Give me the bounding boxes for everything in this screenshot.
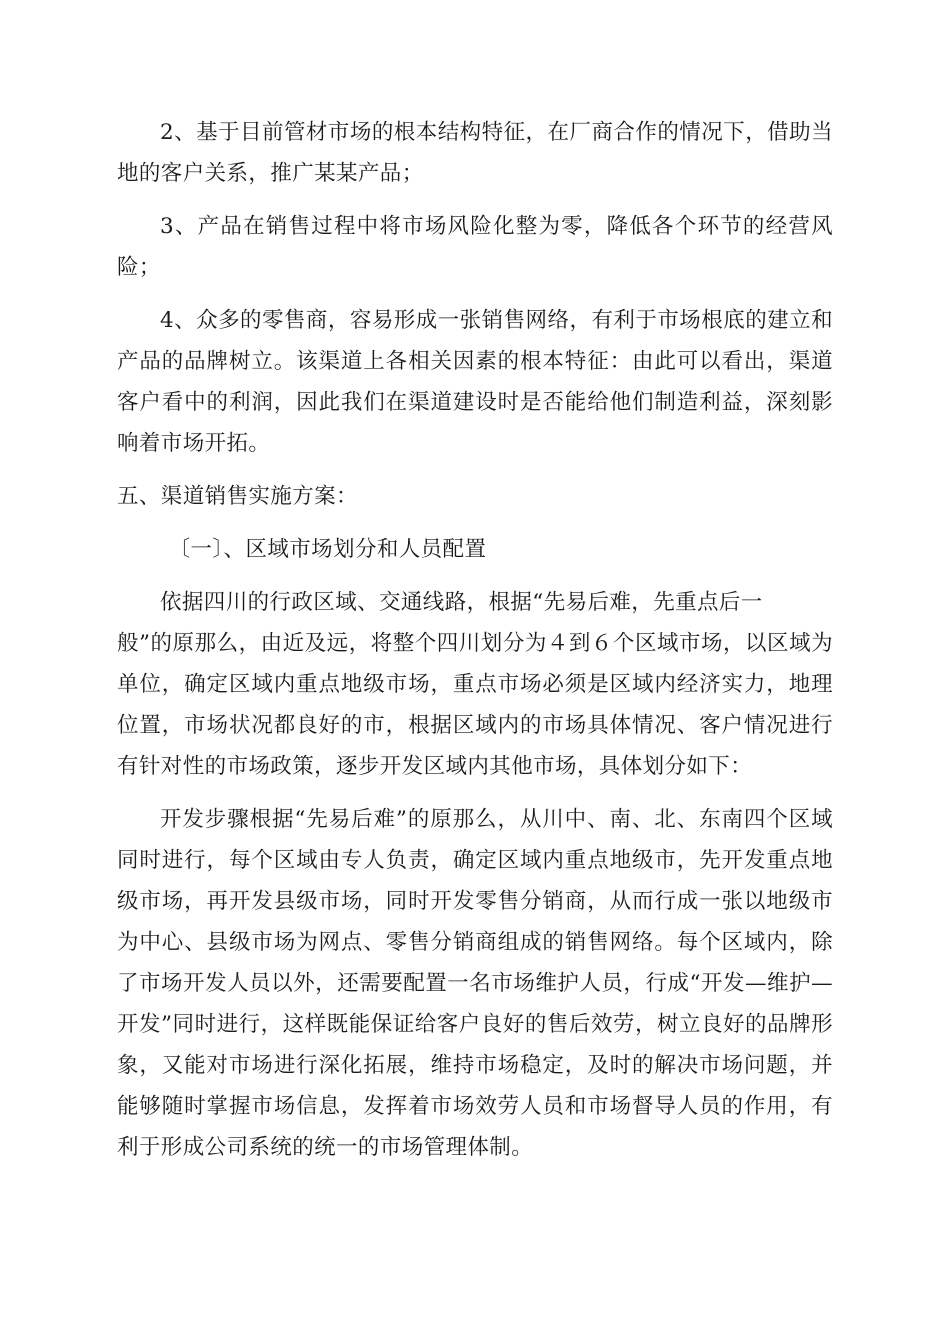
paragraph-point-3: 3、产品在销售过程中将市场风险化整为零，降低各个环节的经营风险； (117, 214, 833, 280)
subsection-heading-one: 〔一〕、区域市场划分和人员配置 (168, 537, 487, 562)
section-heading-five: 五、渠道销售实施方案： (117, 484, 358, 509)
document-body (117, 112, 833, 1180)
paragraph-region-division-line1: 依据四川的行政区域、交通线路，根据“先易后难，先重点后一 (160, 590, 763, 615)
paragraph-development-steps: 开发步骤根据“先易后难”的原那么，从川中、南、北、东南四个区域同时进行，每个区域由专人负责，确定区域内重点地级市，先开发重点地级市场，再开发县级市场，同时开发零售分销商，从而行成一张以地级市为中心、县级市场为网点、零售分销商组成的销售网络。每个区域内，除了市场开发人员以外，还需要配置一名市场维护人员，行成“开发—维护—开发”同时进行，这样既能保证给客户良好的售后效劳，树立良好的品牌形象，又能对市场进行深化拓展，维持市场稳定，及时的解决市场问题，并能够随时掌握市场信息，发挥着市场效劳人员和市场督导人员的作用，有利于形成公司系统的统一的市场管理体制。 (117, 807, 833, 1160)
paragraph-point-2: 2、基于目前管材市场的根本结构特征，在厂商合作的情况下，借助当地的客户关系，推广某某产品； (117, 120, 833, 186)
paragraph-region-division-rest: 般”的原那么，由近及远，将整个四川划分为４到６个区域市场，以区域为单位，确定区域内重点地级市场，重点市场必须是区域内经济实力，地理位置，市场状况都良好的市，根据区域内的市场具体情况、客户情况进行有针对性的市场政策，逐步开发区域内其他市场，具体划分如下： (117, 631, 833, 779)
paragraph-point-4: 4、众多的零售商，容易形成一张销售网络，有利于市场根底的建立和产品的品牌树立。该渠道上各相关因素的根本特征：由此可以看出，渠道客户看中的利润，因此我们在渠道建设时是否能给他们制造利益，深刻影响着市场开拓。 (117, 308, 833, 456)
paragraph-region-division (117, 582, 833, 787)
